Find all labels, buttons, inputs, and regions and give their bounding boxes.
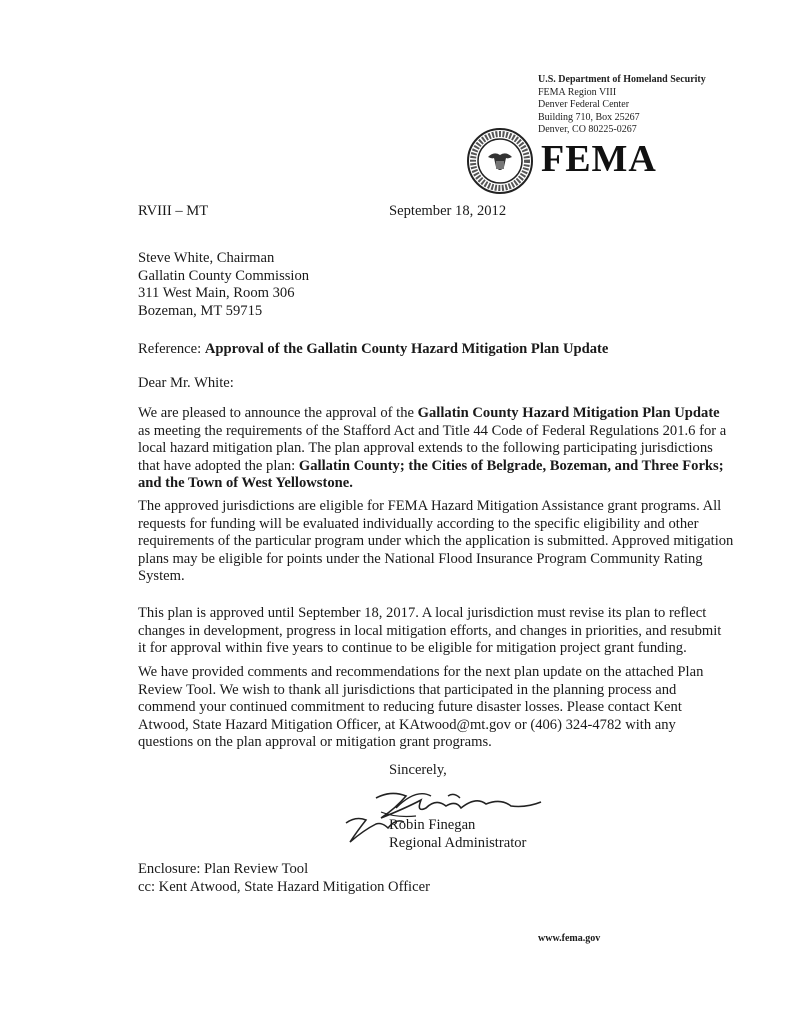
paragraph-line: it for approval within five years to continue to be eligible for mitigation project grant funding. <box>138 640 687 656</box>
department-name: U.S. Department of Homeland Security <box>538 74 706 85</box>
paragraph-line: This plan is approved until September 18, 2017. A local jurisdiction must revise its plan to reflect <box>138 605 707 621</box>
recipient-line: Steve White, Chairman <box>138 250 275 266</box>
salutation: Dear Mr. White: <box>138 375 234 391</box>
paragraph-line: The approved jurisdictions are eligible for FEMA Hazard Mitigation Assistance grant programs. All <box>138 498 722 514</box>
dhs-seal-icon <box>466 127 534 195</box>
address-line: Building 710, Box 25267 <box>538 111 640 123</box>
paragraph-line: requirements of the particular program under which the application is submitted. Approved mitigation <box>138 533 734 549</box>
office-code: RVIII – MT <box>138 203 209 219</box>
recipient-line: 311 West Main, Room 306 <box>138 285 295 301</box>
recipient-line: Gallatin County Commission <box>138 267 310 284</box>
paragraph-line: as meeting the requirements of the Stafford Act and Title 44 Code of Federal Regulations 201.6 for a <box>138 422 727 439</box>
reference-subject: Approval of the Gallatin County Hazard Mitigation Plan Update <box>204 341 609 357</box>
paragraph-line: local hazard mitigation plan. The plan approval extends to the following participating jurisdictions <box>138 440 713 456</box>
paragraph-line: requests for funding will be evaluated individually according to the specific eligibility and other <box>138 515 699 532</box>
paragraph-line: commend your continued commitment to reducing future disaster losses. Please contact Kent <box>138 699 682 715</box>
signer-title: Regional Administrator <box>389 834 527 851</box>
recipient-address <box>138 250 309 320</box>
fema-logo: FEMA <box>541 138 657 180</box>
letter-date: September 18, 2012 <box>389 203 507 219</box>
paragraph-line: Review Tool. We wish to thank all jurisdictions that participated in the planning process and <box>138 681 677 698</box>
recipient-line: Bozeman, MT 59715 <box>138 302 263 319</box>
paragraph-expiration <box>138 605 722 658</box>
cc-line: cc: Kent Atwood, State Hazard Mitigation Officer <box>138 878 430 895</box>
paragraph-eligibility <box>138 498 734 586</box>
address-line: Denver, CO 80225-0267 <box>538 124 637 135</box>
reference-line <box>138 341 608 359</box>
enclosure-line: Enclosure: Plan Review Tool <box>138 861 309 877</box>
paragraph-line: questions on the plan approval or mitigation grant programs. <box>138 734 492 750</box>
plan-name: Gallatin County Hazard Mitigation Plan Update <box>417 405 720 421</box>
paragraph-approval <box>138 405 727 493</box>
paragraph-line: We have provided comments and recommendations for the next plan update on the attached Plan <box>138 664 704 680</box>
letterhead-address <box>538 74 706 137</box>
footer-website: www.fema.gov <box>538 933 601 944</box>
enclosure-block <box>138 861 430 896</box>
paragraph-line: Atwood, State Hazard Mitigation Officer, at KAtwood@mt.gov or (406) 324-4782 with any <box>138 716 676 733</box>
text-run: that have adopted the plan: <box>138 457 299 474</box>
paragraph-line <box>138 457 724 476</box>
closing: Sincerely, <box>389 762 447 778</box>
paragraph-line <box>138 405 720 423</box>
paragraph-line: System. <box>138 568 185 584</box>
address-line: Denver Federal Center <box>538 99 630 110</box>
paragraph-line <box>138 475 658 493</box>
reference-label: Reference: <box>138 341 205 357</box>
paragraph-line: changes in development, progress in local mitigation efforts, and changes in priorities, and resubmit <box>138 622 722 639</box>
paragraph-comments <box>138 664 704 752</box>
text-run: We are pleased to announce the approval of the <box>138 405 418 421</box>
jurisdictions-list: Gallatin County; the Cities of Belgrade, Bozeman, and Three Forks; <box>298 457 724 474</box>
paragraph-line: plans may be eligible for points under the National Flood Insurance Program Community Rating <box>138 550 703 567</box>
signer-block <box>389 817 526 852</box>
jurisdictions-list-end: and the Town of West Yellowstone. <box>138 475 353 491</box>
signer-name: Robin Finegan <box>389 817 476 833</box>
address-line: FEMA Region VIII <box>538 86 617 98</box>
